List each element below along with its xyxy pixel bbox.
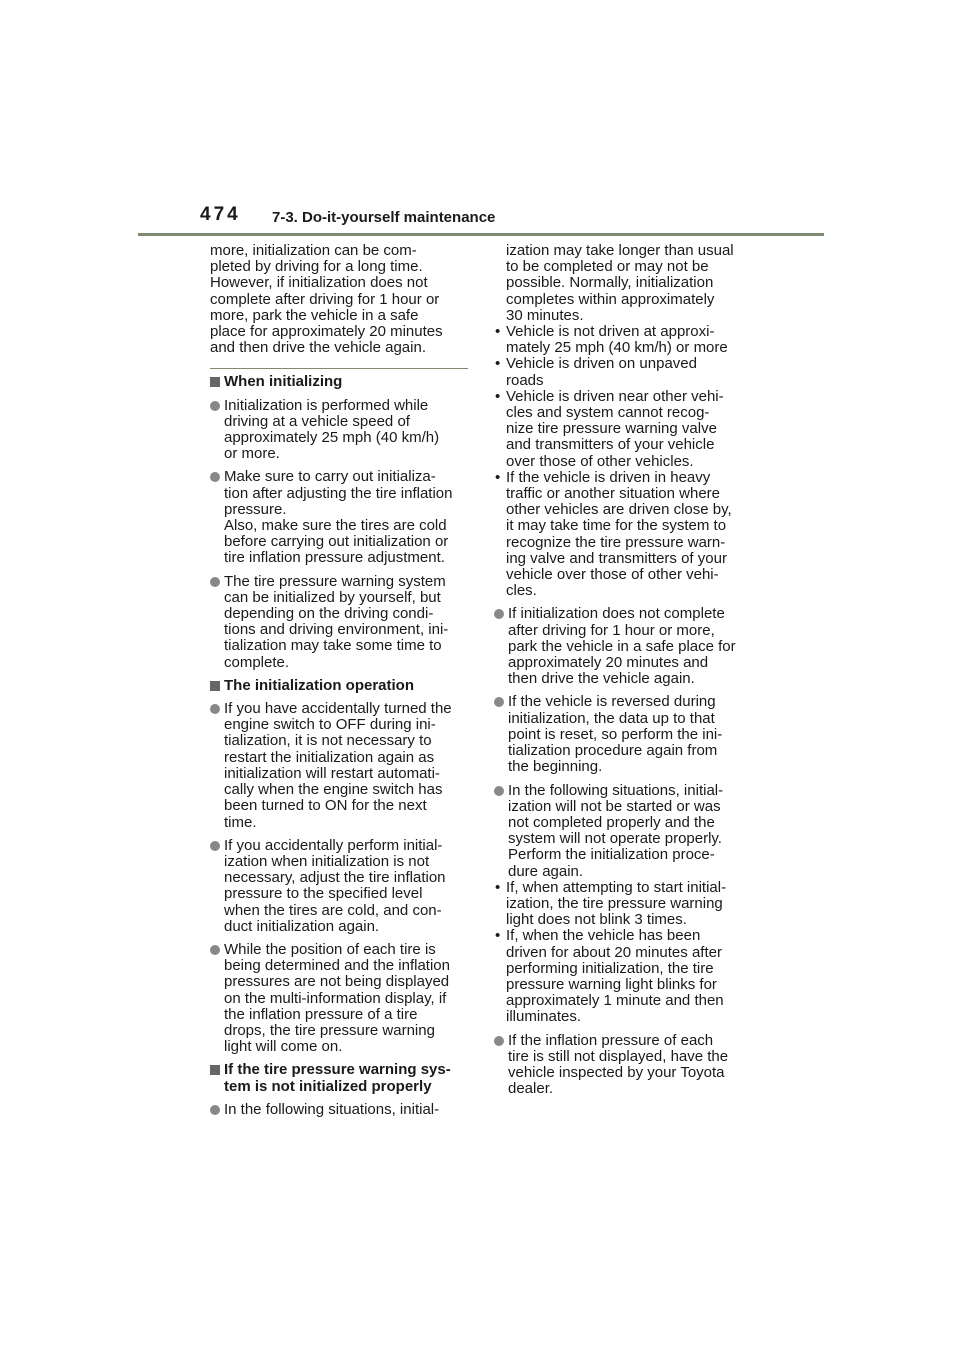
right-column <box>494 243 758 1104</box>
dot-marker-icon: • <box>495 468 501 486</box>
bullet-item <box>494 783 758 880</box>
bullet-text: In the following situations, initial- ization will not be started or was not completed properly and the system will not operate properly. Perform the initialization proce- dure again. <box>508 781 724 880</box>
heading-not-initialized-properly <box>210 1062 474 1094</box>
sub-list-item <box>494 356 758 388</box>
bullet-item <box>494 606 758 687</box>
bullet-text: Make sure to carry out initializa- tion after adjusting the tire inflation pressure. Also, make sure the tires are cold before carrying out initialization or tire inflation pressure adjustment. <box>224 468 453 567</box>
section-divider <box>210 368 468 369</box>
square-bullet-icon <box>210 681 220 691</box>
bullet-text: If you accidentally perform initial- ization when initialization is not necessary, adjust the tire inflation pressure to the specified level when the tires are cold, and con- duct initialization again. <box>224 836 446 935</box>
sub-list-item <box>494 470 758 600</box>
bullet-text: If initialization does not complete after driving for 1 hour or more, park the vehicle in a safe place for approximately 20 minutes and then drive the vehicle again. <box>508 605 736 688</box>
sub-list-item <box>494 928 758 1025</box>
bullet-item <box>210 701 474 831</box>
bullet-text: The tire pressure warning system can be initialized by yourself, but depending on the driving condi- tions and driving environment, ini- tialization may take some time to complete. <box>224 572 449 671</box>
round-bullet-icon <box>210 401 220 411</box>
sub-list-text: If the vehicle is driven in heavy traffic or another situation where other vehicles are driven close by, it may take time for the system to recognize the tire pressure warn- ing valve and transmitters of your vehicle over those of other vehi- cles. <box>506 468 732 600</box>
dot-marker-icon: • <box>495 355 501 373</box>
bullet-item <box>210 398 474 463</box>
dot-marker-icon: • <box>495 878 501 896</box>
bullet-item <box>494 1033 758 1098</box>
bullet-text: If you have accidentally turned the engine switch to OFF during ini- tialization, it is not necessary to restart the initialization again as initialization will restart automati- cally when the engine switch has been turned to ON for the next time. <box>224 700 452 831</box>
round-bullet-icon <box>494 609 504 619</box>
round-bullet-icon <box>210 577 220 587</box>
left-column <box>210 243 474 1125</box>
round-bullet-icon <box>210 841 220 851</box>
sub-list-item <box>494 880 758 929</box>
bullet-item <box>210 838 474 935</box>
sub-list-text: If, when attempting to start initial- ization, the tire pressure warning light does not blink 3 times. <box>506 878 727 929</box>
round-bullet-icon <box>210 704 220 714</box>
sub-list-item <box>494 324 758 356</box>
dot-marker-icon: • <box>495 387 501 405</box>
heading-text: The initialization operation <box>224 676 415 694</box>
heading-text: When initializing <box>224 373 343 391</box>
round-bullet-icon <box>210 1105 220 1115</box>
heading-initialization-operation <box>210 678 474 694</box>
bullet-item <box>210 574 474 671</box>
bullet-text: In the following situations, initial- <box>224 1100 440 1118</box>
bullet-text: Initialization is performed while driving at a vehicle speed of approximately 25 mph (40 km/h) or more. <box>224 396 440 463</box>
bullet-text: If the inflation pressure of each tire is still not displayed, have the vehicle inspected by your Toyota dealer. <box>508 1031 729 1098</box>
sub-list-text: If, when the vehicle has been driven for about 20 minutes after performing initialization, the tire pressure warning light blinks for approximately 1 minute and then illuminates. <box>506 927 724 1026</box>
bullet-item <box>210 942 474 1055</box>
continued-text: ization may take longer than usual to be completed or may not be possible. Normally, initialization completes within approximately 30 minutes. <box>506 242 734 324</box>
round-bullet-icon <box>494 786 504 796</box>
bullet-text: While the position of each tire is being determined and the inflation pressures are not being displayed on the multi-information display, if the inflation pressure of a tire drops, the tire pressure warning light will come on. <box>224 940 450 1056</box>
dot-marker-icon: • <box>495 927 501 945</box>
sub-list-item <box>494 389 758 470</box>
sub-list-text: Vehicle is driven near other vehi- cles and system cannot recog- nize tire pressure warning valve and transmitters of your vehicle over those of other vehicles. <box>506 387 724 470</box>
round-bullet-icon <box>494 1036 504 1046</box>
intro-paragraph: more, initialization can be com- pleted by driving for a long time. However, if initialization does not complete after driving for 1 hour or more, park the vehicle in a safe place for approximately 20 minutes and then drive the vehicle again. <box>210 242 443 357</box>
sub-list-text: Vehicle is not driven at approxi- mately 25 mph (40 km/h) or more <box>506 323 728 357</box>
heading-when-initializing <box>210 374 474 390</box>
bullet-text: If the vehicle is reversed during initialization, the data up to that point is reset, so perform the ini- tialization procedure again from the beginning. <box>508 693 723 776</box>
bullet-item <box>210 469 474 566</box>
round-bullet-icon <box>210 472 220 482</box>
bullet-item <box>210 1102 474 1118</box>
page-number: 474 <box>200 204 241 225</box>
sub-list-text: Vehicle is driven on unpaved roads <box>506 355 697 389</box>
dot-marker-icon: • <box>495 323 501 341</box>
page-header <box>0 0 960 240</box>
square-bullet-icon <box>210 377 220 387</box>
header-rule <box>138 233 824 236</box>
bullet-item <box>494 694 758 775</box>
round-bullet-icon <box>210 945 220 955</box>
square-bullet-icon <box>210 1065 220 1075</box>
heading-text: If the tire pressure warning sys- tem is not initialized properly <box>224 1061 451 1095</box>
section-title: 7-3. Do-it-yourself maintenance <box>272 209 496 226</box>
round-bullet-icon <box>494 697 504 707</box>
